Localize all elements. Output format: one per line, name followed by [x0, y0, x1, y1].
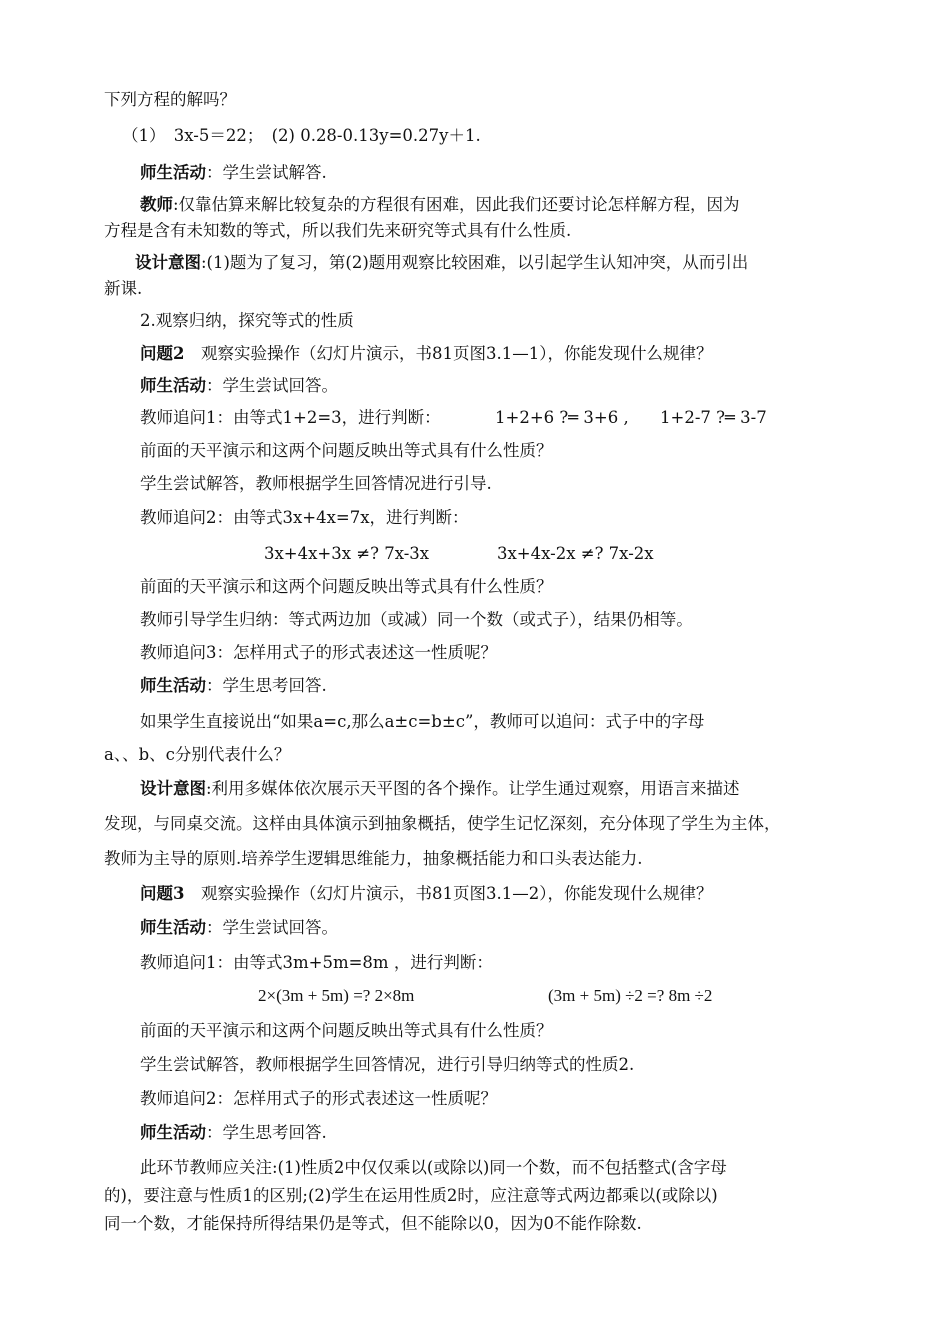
text: 教师追问1：由等式1+2=3，进行判断： [140, 408, 441, 427]
label-teacher-student: 师生活动 [140, 376, 206, 395]
text: ：学生尝试解答. [206, 163, 327, 182]
paragraph [140, 193, 740, 217]
text-line: 此环节教师应关注:(1)性质2中仅仅乘以(或除以)同一个数，而不包括整式(含字母 [140, 1158, 727, 1177]
text: :利用多媒体依次展示天平图的各个操作。让学生通过观察，用语言来描述 [206, 779, 740, 798]
text: 观察实验操作（幻灯片演示，书81页图3.1—2），你能发现什么规律？ [184, 884, 713, 903]
text-line: 教师追问2：怎样用式子的形式表述这一性质呢？ [140, 1089, 497, 1108]
text: ：学生尝试回答。 [206, 376, 338, 395]
label-design-intent: 设计意图 [135, 253, 201, 272]
equation: 1+2+6 ?═ 3+6 , [495, 408, 629, 427]
text-line: 的)，要注意与性质1的区别;(2)学生在运用性质2时，应注意等式两边都乘以(或除以) [104, 1186, 718, 1205]
paragraph [140, 1121, 327, 1145]
text-line: 下列方程的解吗？ [104, 90, 236, 109]
paragraph [140, 161, 327, 185]
paragraph [140, 674, 327, 698]
text-line: 方程是含有未知数的等式，所以我们先来研究等式具有什么性质. [104, 221, 572, 240]
text-line: 教师引导学生归纳：等式两边加（或减）同一个数（或式子），结果仍相等。 [140, 610, 693, 629]
label-teacher-student: 师生活动 [140, 1123, 206, 1142]
paragraph [140, 342, 712, 366]
paragraph [140, 374, 338, 398]
text-line: 前面的天平演示和这两个问题反映出等式具有什么性质？ [140, 577, 553, 596]
text: :(1)题为了复习，第(2)题用观察比较困难，以引起学生认知冲突，从而引出 [201, 253, 749, 272]
text-line: 前面的天平演示和这两个问题反映出等式具有什么性质？ [140, 1021, 553, 1040]
text: ：学生尝试回答。 [206, 918, 338, 937]
text-line: 学生尝试解答，教师根据学生回答情况，进行引导归纳等式的性质2. [140, 1055, 635, 1074]
label-teacher-student: 师生活动 [140, 163, 206, 182]
equation: 2×(3m + 5m) =? 2×8m [258, 986, 415, 1005]
text-line: 前面的天平演示和这两个问题反映出等式具有什么性质？ [140, 441, 553, 460]
paragraph [140, 882, 712, 906]
text-line: 教师为主导的原则.培养学生逻辑思维能力，抽象概括能力和口头表达能力. [104, 849, 643, 868]
text-line: 如果学生直接说出“如果a=c,那么a±c=b±c”，教师可以追问：式子中的字母 [140, 712, 705, 731]
equation: 3x+4x-2x ≠? 7x-2x [497, 544, 654, 563]
label-teacher-student: 师生活动 [140, 676, 206, 695]
section-heading: 2.观察归纳，探究等式的性质 [140, 311, 354, 330]
text: :仅靠估算来解比较复杂的方程很有困难，因此我们还要讨论怎样解方程，因为 [173, 195, 740, 214]
text: ：学生思考回答. [206, 676, 327, 695]
text-line: 发现，与同桌交流。这样由具体演示到抽象概括，使学生记忆深刻，充分体现了学生为主体， [104, 814, 781, 833]
equation: (3m + 5m) ÷2 =? 8m ÷2 [548, 986, 713, 1005]
text-line: 教师追问2：由等式3x+4x=7x，进行判断： [140, 508, 469, 527]
text: 观察实验操作（幻灯片演示，书81页图3.1—1），你能发现什么规律？ [184, 344, 713, 363]
text-line: 学生尝试解答，教师根据学生回答情况进行引导. [140, 474, 492, 493]
label-question-3: 问题3 [140, 884, 185, 903]
text: ：学生思考回答. [206, 1123, 327, 1142]
equation: 1+2-7 ?═ 3-7 [660, 408, 767, 427]
text-line: 新课. [104, 279, 143, 298]
label-teacher: 教师 [140, 195, 173, 214]
label-teacher-student: 师生活动 [140, 918, 206, 937]
text-line: 教师追问3：怎样用式子的形式表述这一性质呢？ [140, 643, 497, 662]
paragraph [140, 406, 441, 430]
text-line: a、、b、c分别代表什么？ [104, 745, 291, 764]
label-design-intent: 设计意图 [140, 779, 206, 798]
paragraph [140, 777, 740, 801]
text-line: 同一个数，才能保持所得结果仍是等式，但不能除以0，因为0不能作除数. [104, 1214, 642, 1233]
equation: 3x+4x+3x ≠? 7x-3x [264, 544, 430, 563]
paragraph [135, 251, 748, 275]
paragraph [140, 916, 338, 940]
equation-line: （1） 3x-5＝22； (2) 0.28-0.13y=0.27y＋1. [122, 126, 481, 145]
label-question-2: 问题2 [140, 344, 185, 363]
text-line: 教师追问1：由等式3m+5m=8m ，进行判断： [140, 953, 493, 972]
